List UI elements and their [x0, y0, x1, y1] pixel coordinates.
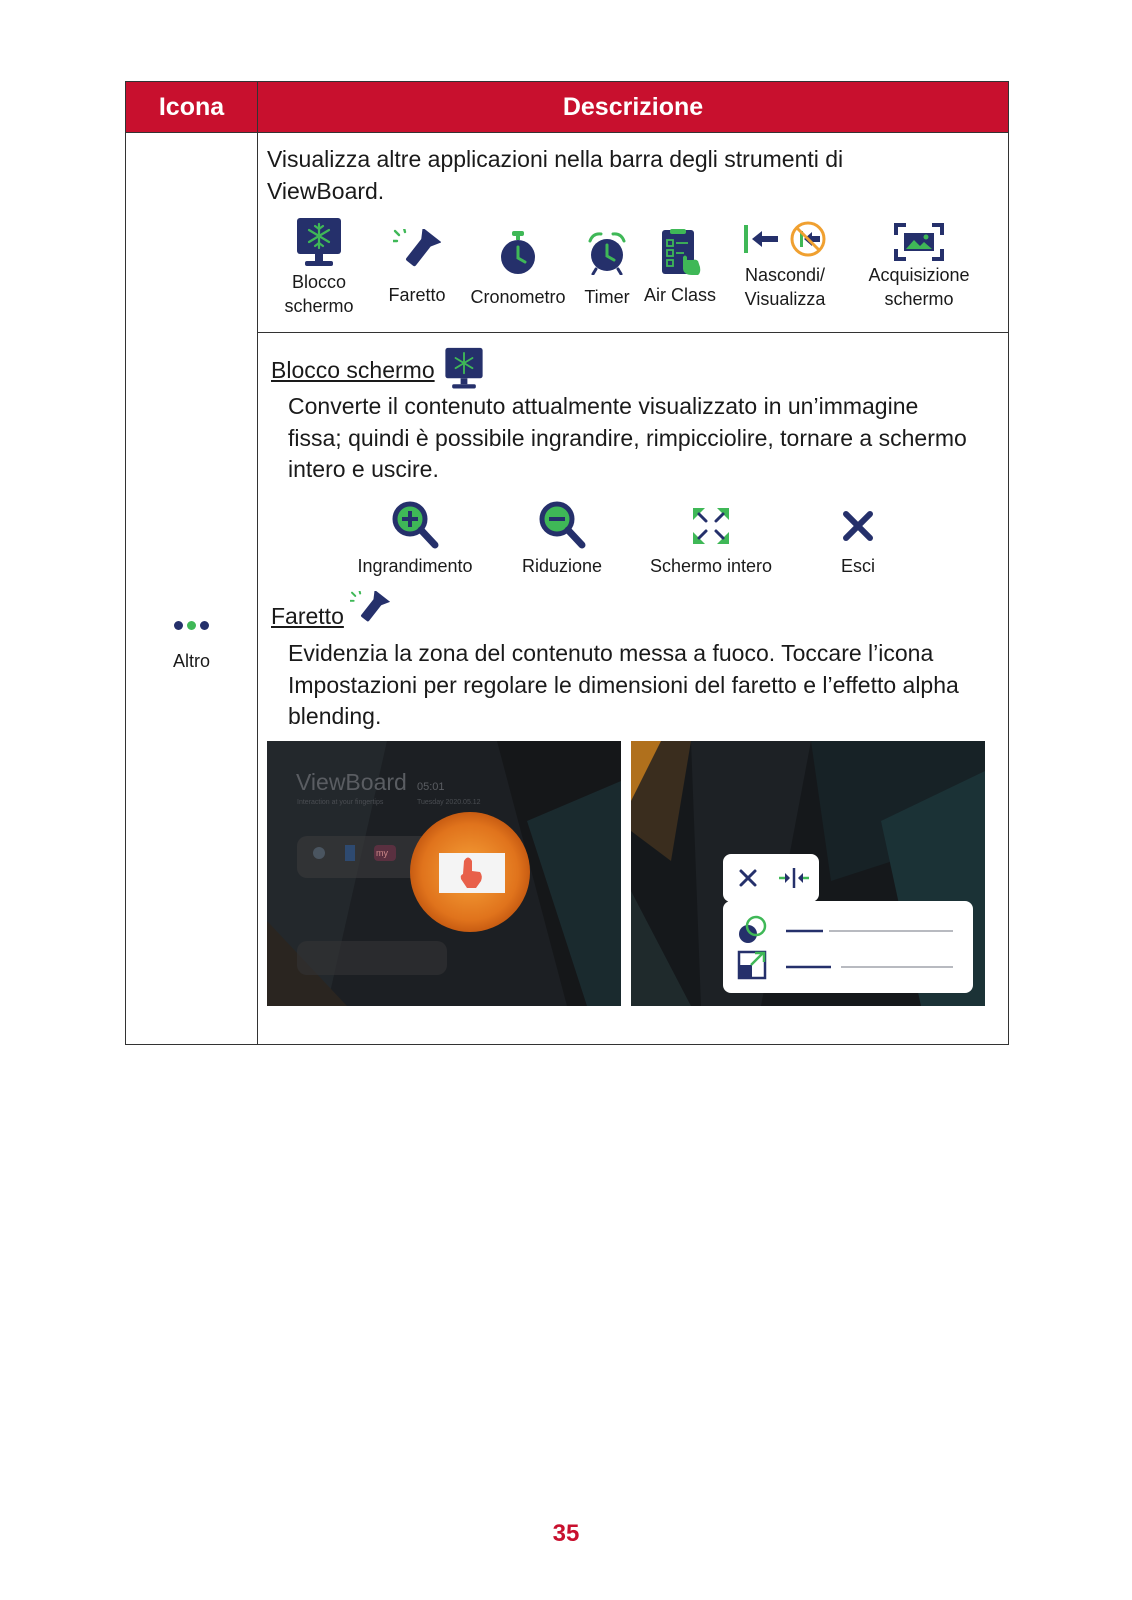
freeze-screen-icon	[296, 217, 342, 269]
zoom-in-icon	[391, 500, 439, 550]
hide-show-icon	[742, 221, 828, 261]
toolbar-item-label: Cronometro	[470, 287, 566, 307]
table-header	[126, 82, 1008, 133]
toolbar-item-label: Blocco schermo	[284, 272, 354, 316]
stopwatch-icon	[498, 231, 538, 275]
control-label: Esci	[840, 556, 875, 576]
toolbar-item-screen-capture	[856, 223, 982, 311]
control-fullscreen	[636, 500, 786, 577]
air-class-icon	[658, 229, 702, 277]
spotlight-description: Evidenzia la zona del contenuto messa a fuoco. Toccare l’icona Impostazioni per regolare le dimensioni del faretto e l’effetto alpha blending.	[288, 640, 959, 729]
control-exit	[823, 500, 893, 577]
spotlight-screenshot-left	[267, 741, 621, 1006]
intro-text: Visualizza altre applicazioni nella barra degli strumenti di ViewBoard.	[267, 146, 844, 204]
feature-table	[125, 81, 1009, 1045]
more-dots-icon	[174, 621, 209, 630]
description-cell	[258, 133, 1008, 1044]
toolbar-item-label: Timer	[584, 287, 630, 307]
icon-cell	[126, 133, 258, 1044]
screen-capture-icon	[894, 223, 944, 261]
freeze-description: Converte il contenuto attualmente visualizzato in un’immagine fissa; quindi è possibile ingrandire, rimpicciolire, tornare a schermo intero e uscire.	[288, 393, 967, 482]
screenshot-date: Tuesday 2020.05.12	[417, 799, 481, 806]
freeze-screen-icon	[444, 347, 484, 391]
control-zoom-out	[504, 500, 620, 577]
toolbar-item-label: Nascondi/ Visualizza	[744, 265, 826, 309]
toolbar-section	[258, 133, 1008, 333]
header-description-column: Descrizione	[562, 92, 704, 121]
spotlight-icon	[350, 591, 390, 627]
toolbar-item-stopwatch	[463, 231, 573, 309]
zoom-out-icon	[538, 500, 586, 550]
toolbar-item-air-class	[640, 229, 720, 307]
spotlight-screenshot-right	[631, 741, 985, 1006]
screenshot-brand: ViewBoard	[296, 769, 407, 795]
spotlight-icon	[393, 229, 441, 273]
fullscreen-icon	[687, 500, 735, 550]
table-row	[126, 133, 1008, 1044]
toolbar-item-label: Acquisizione schermo	[868, 265, 970, 309]
screenshot-tagline: Interaction at your fingertips	[297, 799, 384, 806]
toolbar-item-spotlight	[382, 229, 452, 307]
icon-label: Altro	[172, 651, 210, 671]
toolbar-item-timer	[576, 231, 638, 309]
close-icon	[834, 500, 882, 550]
control-label: Schermo intero	[649, 556, 773, 576]
freeze-section-title: Blocco schermo	[271, 357, 435, 383]
page-number: 35	[552, 1520, 580, 1547]
spotlight-settings-image	[631, 741, 985, 1006]
screenshot-time: 05:01	[417, 781, 445, 793]
screenshot-app-badge: my	[376, 848, 388, 858]
spotlight-section-title: Faretto	[271, 603, 344, 629]
control-label: Ingrandimento	[357, 556, 473, 576]
toolbar-item-hide-show	[728, 221, 842, 311]
toolbar-item-freeze	[280, 217, 358, 318]
header-icon-column: Icona	[126, 82, 258, 132]
toolbar-item-label: Air Class	[643, 285, 716, 305]
timer-icon	[587, 231, 627, 275]
control-label: Riduzione	[521, 556, 603, 576]
toolbar-item-label: Faretto	[388, 285, 446, 305]
control-zoom-in	[346, 500, 484, 577]
